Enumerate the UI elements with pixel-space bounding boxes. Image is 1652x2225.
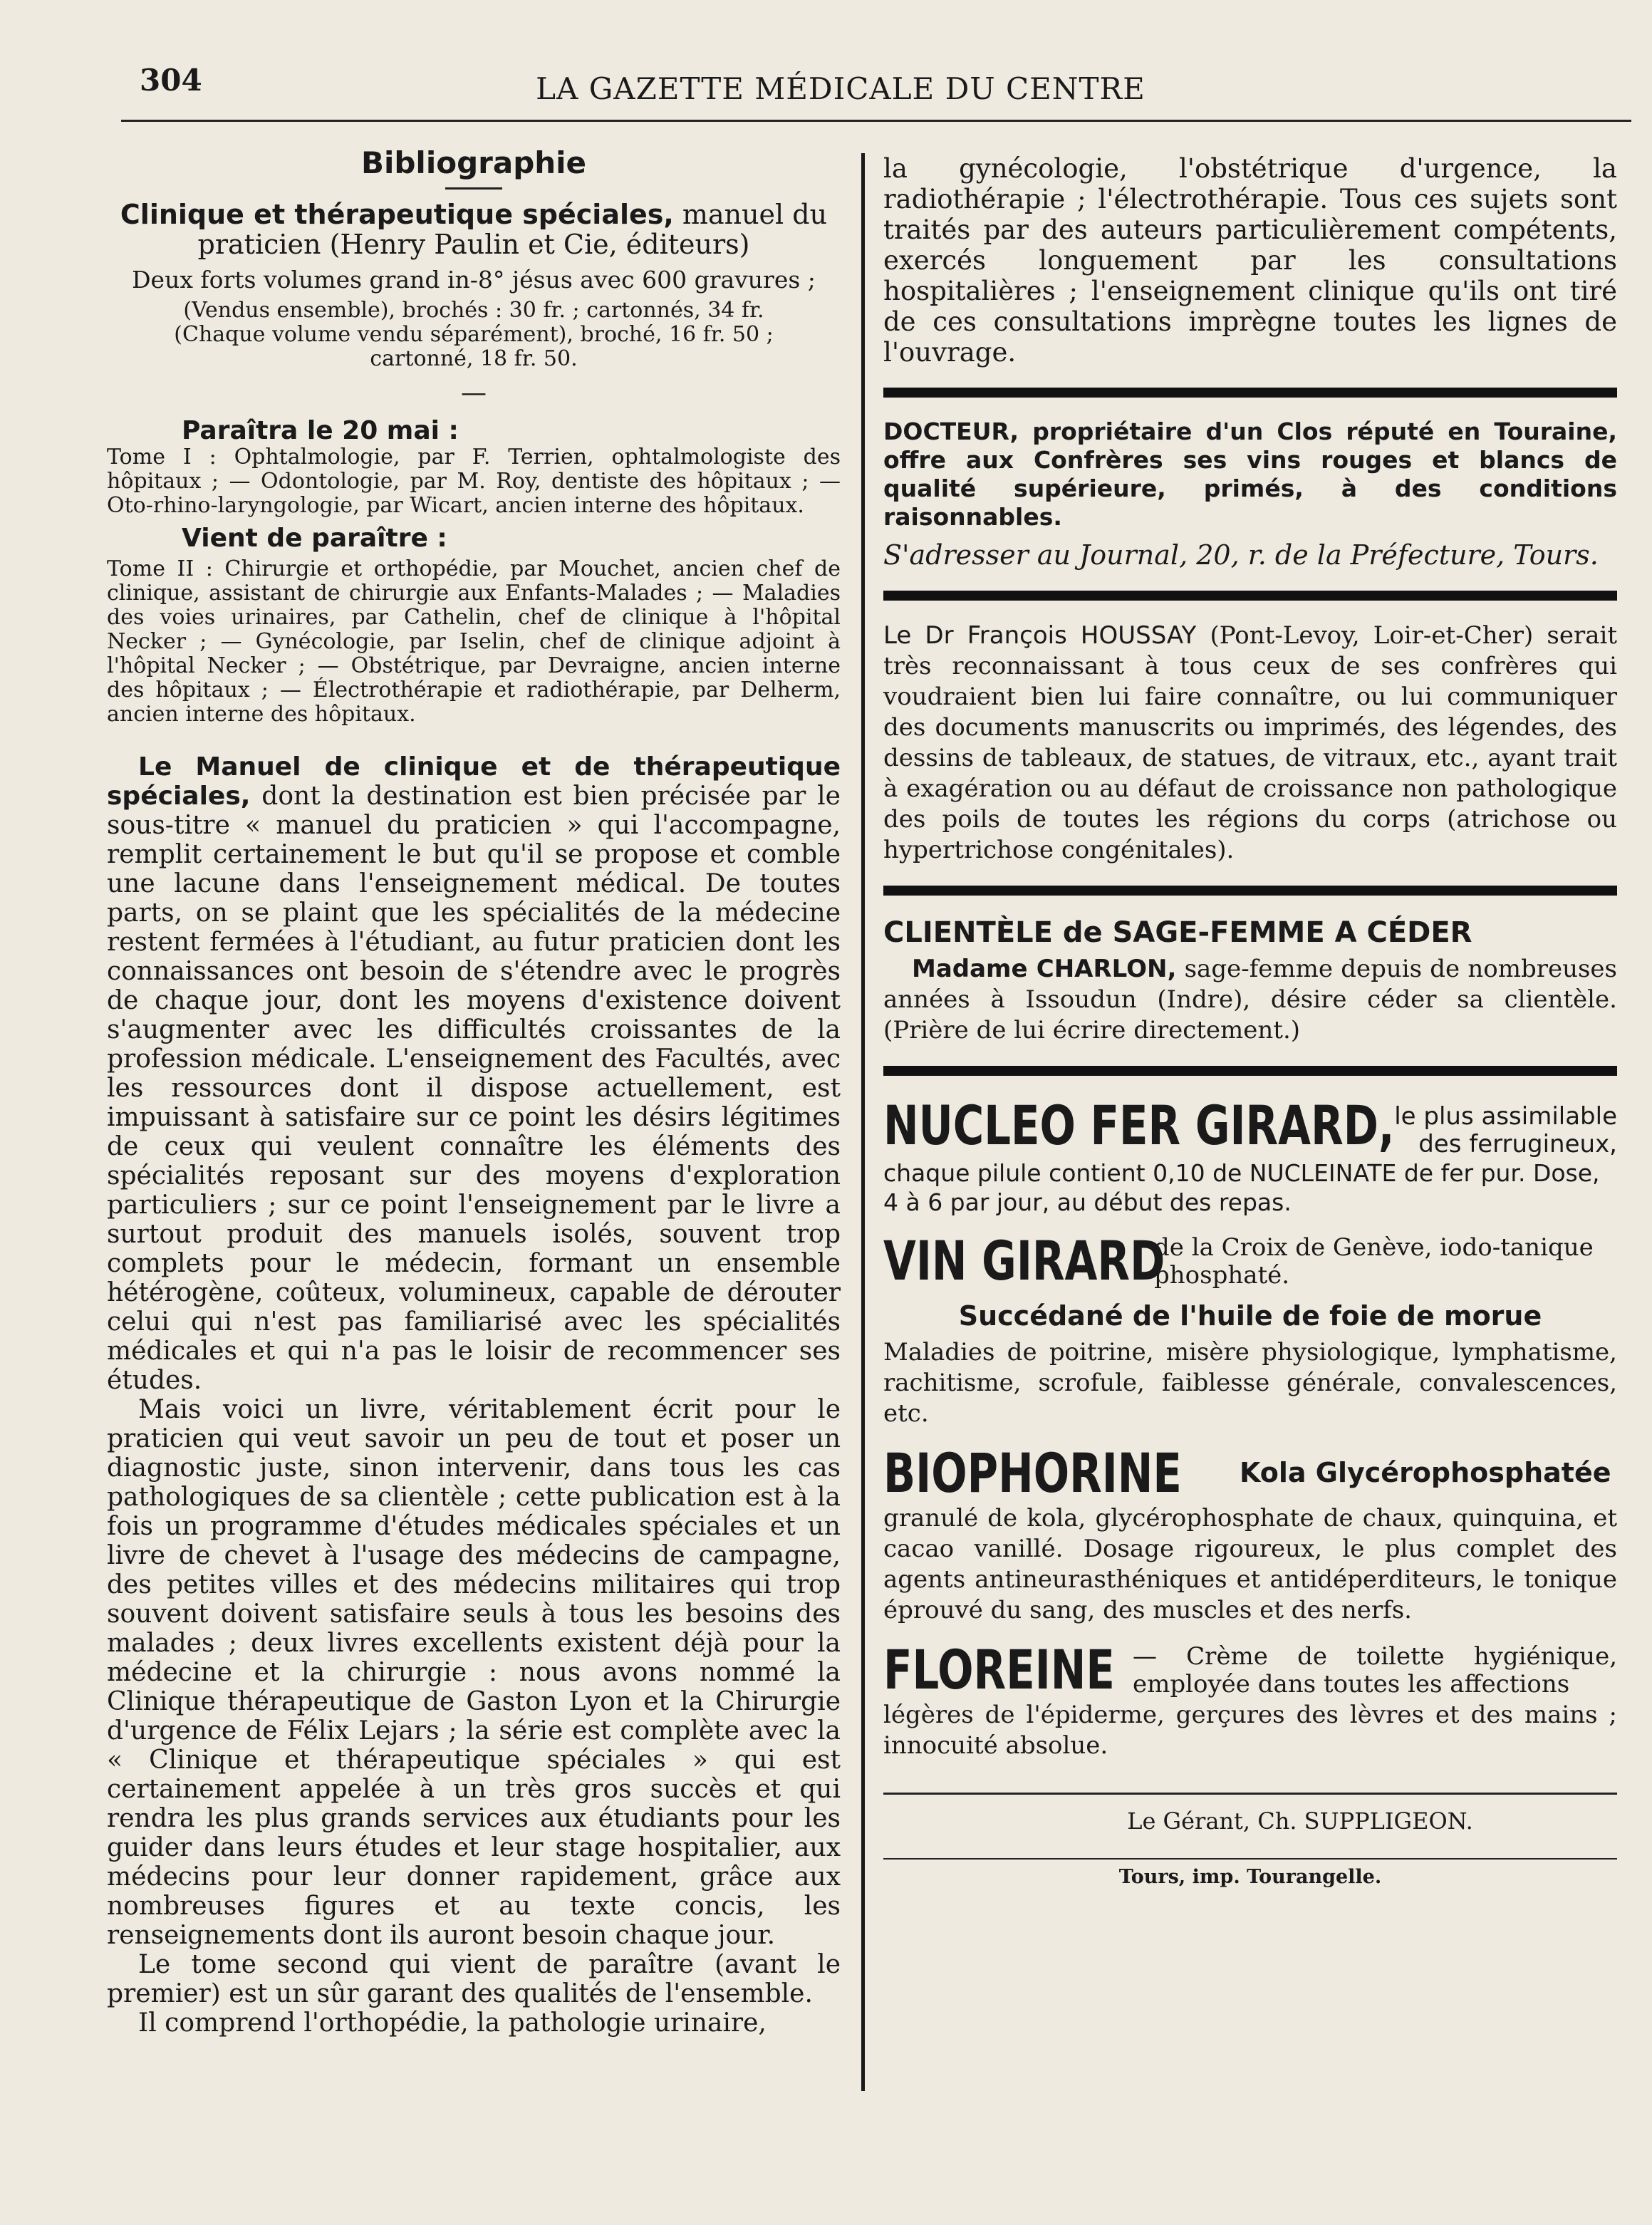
page-number: 304 <box>140 63 202 98</box>
review-continuation: la gynécologie, l'obstétrique d'urgence, la radiothérapie ; l'électrothérapie. Tous ces sujets sont traités par des auteurs particulièrement compétents, exercés longuement par les consultations hospitalières ; l'enseignement clinique qu'ils ont tiré de ces consultations imprègne toutes les lignes de l'ouvrage. <box>883 153 1617 368</box>
nucleo-side: le plus assimilable des ferrugineux, <box>1394 1102 1617 1158</box>
journal-title: LA GAZETTE MÉDICALE DU CENTRE <box>536 71 1146 106</box>
midwife-name: Madame CHARLON, <box>912 955 1177 983</box>
ad-rule-3 <box>883 886 1617 896</box>
separator-dash: — <box>461 378 487 408</box>
imprint: Tours, imp. Tourangelle. <box>1118 1866 1382 1888</box>
imprint-rule <box>883 1858 1617 1860</box>
left-column <box>107 146 841 2038</box>
midwife-ad-title: CLIENTÈLE de SAGE-FEMME A CÉDER <box>883 916 1472 949</box>
review-paragraph-2: Mais voici un livre, véritablement écrit pour le praticien qui veut savoir un peu de tout et poser un diagnostic juste, sinon intervenir, dans tous les cas pathologiques de sa clientèle ; cette publication est à la fois un programme d'études médicales spéciales et un livre de chevet à l'usage des médecins de campagne, des petites villes et des médecins militaires qui trop souvent doivent satisfaire seuls à tous les besoins des malades ; deux livres excellents existent déjà pour la médecine et la chirurgie : nous avons nommé la Clinique thérapeutique de Gaston Lyon et la Chirurgie d'urgence de Félix Lejars ; la série est complète avec la « Clinique et thérapeutique spéciales » qui est certainement appelée à un très gros succès et qui rendra les plus grands services aux étudiants pour les guider dans leurs études et leur stage hospitalier, aux médecins pour leur donner rapidement, grâce aux nombreuses figures et au texte concis, les renseignements dont ils auront besoin chaque jour. <box>107 1395 841 1950</box>
midwife-ad <box>883 954 1617 1046</box>
book-title: Clinique et thérapeutique spéciales, <box>120 199 674 230</box>
column-rule <box>861 153 865 2091</box>
review-paragraph-1-text: dont la destination est bien précisée par le sous-titre « manuel du praticien » qui l'accompagne, remplit certainement le but qu'il se propose et comble une lacune dans l'enseignement médical. De toutes parts, on se plaint que les spécialités de la médecine restent fermées à l'étudiant, au futur praticien dont les connaissances ont besoin de s'étendre avec le progrès de chaque jour, dont les moyens d'existence doivent s'augmenter avec les difficultés croissantes de la profession médicale. L'enseignement des Facultés, avec les ressources dont il dispose actuellement, est impuissant à satisfaire sur ce point les désirs légitimes de ceux qui veulent connaître les éléments des spécialités reposant sur des moyens d'exploration particuliers ; sur ce point l'enseignement par le livre a surtout produit des manuels isolés, souvent trop complets pour le médecin, formant un ensemble hétérogène, coûteux, volumineux, capable de dérouter celui qui n'est pas familiarisé avec les spécialités médicales et qui n'a pas le loisir de recommencer ses études. <box>107 782 841 1395</box>
manual-name: Le Manuel de clinique et de thérapeutique spéciales, <box>107 752 841 811</box>
price-line-2: (Chaque volume vendu séparément), broché, 16 fr. 50 ; <box>174 322 774 347</box>
review-paragraph-4: Il comprend l'orthopédie, la pathologie urinaire, <box>138 2008 767 2038</box>
wine-ad-address: S'adresser au Journal, 20, r. de la Préfecture, Tours. <box>883 539 1599 571</box>
header-rule <box>121 120 1631 122</box>
book-subtitle: manuel du praticien (Henry Paulin et Cie, éditeurs) <box>197 199 828 260</box>
tome-1: Tome I : Ophtalmologie, par F. Terrien, ophtalmologiste des hôpitaux ; — Odontologie, par M. Roy, dentiste des hôpitaux ; — Oto-rhino-laryngologie, par Wicart, ancien interne des hôpitaux. <box>107 445 841 518</box>
vin-side: de la Croix de Genève, iodo-tanique phosphaté. <box>1154 1233 1594 1290</box>
paraitra-heading: Paraîtra le 20 mai : <box>182 416 459 445</box>
vin-text: Maladies de poitrine, misère physiologique, lymphatisme, rachitisme, scrofule, faiblesse générale, convalescences, etc. <box>883 1338 1617 1428</box>
ad-rule-4 <box>883 1066 1617 1076</box>
bio-ad-head <box>883 1443 1617 1503</box>
wine-ad: DOCTEUR, propriétaire d'un Clos réputé en Touraine, offre aux Confrères ses vins rouges et blancs de qualité supérieure, primés, à des conditions raisonnables. <box>883 417 1617 531</box>
ad-rule-1 <box>883 388 1617 398</box>
tome-2: Tome II : Chirurgie et orthopédie, par Mouchet, ancien chef de clinique, assistant de chirurgie aux Enfants-Malades ; — Maladies des voies urinaires, par Cathelin, chef de clinique à l'hôpital Necker ; — Gynécologie, par Iselin, chef de clinique adjoint à l'hôpital Necker ; — Obstétrique, par Devraigne, ancien interne des hôpitaux ; — Électrothérapie et radiothérapie, par Delherm, ancien interne des hôpitaux. <box>107 556 841 727</box>
bio-text: granulé de kola, glycérophosphate de chaux, quinquina, et cacao vanillé. Dosage rigoureux, le plus complet des agents antineurasthéniques et antidéperditeurs, le tonique éprouvé du sang, des muscles et des nerfs. <box>883 1504 1617 1624</box>
price-line-3: cartonné, 18 fr. 50. <box>370 346 578 371</box>
flo-title: FLOREINE <box>883 1638 1115 1701</box>
houssay-name: Le Dr François HOUSSAY <box>883 621 1197 650</box>
vin-ad-head <box>883 1231 1617 1291</box>
section-title: Bibliographie <box>360 145 587 180</box>
nucleo-ad-head <box>883 1096 1617 1158</box>
footer-rule <box>883 1793 1617 1795</box>
ad-rule-2 <box>883 591 1617 601</box>
title-rule <box>445 187 502 190</box>
vin-subtitle: Succédané de l'huile de foie de morue <box>958 1300 1542 1332</box>
right-column <box>883 153 1617 1888</box>
houssay-ad-text: (Pont-Levoy, Loir-et-Cher) serait très reconnaissant à tous ceux de ses confrères qui voudraient bien lui faire connaître, ou lui communiquer des documents manuscrits ou imprimés, des légendes, des dessins de tableaux, de statues, de vitraux, etc., ayant trait à exagération ou au défaut de croissance non pathologique des poils de toutes les régions du corps (atrichose ou hypertrichose congénitales). <box>883 621 1618 864</box>
nucleo-title: NUCLEO FER GIRARD, <box>883 1094 1395 1157</box>
book-heading <box>107 199 841 259</box>
flo-side: — Crème de toilette hygiénique, employée dans toutes les affections <box>1133 1642 1617 1698</box>
volumes-line: Deux forts volumes grand in-8° jésus avec 600 gravures ; <box>132 266 816 294</box>
midwife-ad-text: sage-femme depuis de nombreuses années à Issoudun (Indre), désire céder sa clientèle. (Prière de lui écrire directement.) <box>883 955 1618 1044</box>
flo-ad-head <box>883 1640 1617 1700</box>
houssay-ad <box>883 621 1617 866</box>
vient-heading: Vient de paraître : <box>182 524 447 553</box>
review-paragraph-3: Le tome second qui vient de paraître (avant le premier) est un sûr garant des qualités de l'ensemble. <box>107 1950 841 2008</box>
review-paragraph-1 <box>107 752 841 1395</box>
gerant: Le Gérant, Ch. SUPPLIGEON. <box>1127 1808 1473 1835</box>
nucleo-text: chaque pilule contient 0,10 de NUCLEINATE de fer pur. Dose, 4 à 6 par jour, au début des repas. <box>883 1159 1600 1216</box>
bio-title: BIOPHORINE <box>883 1441 1182 1505</box>
flo-text: légères de l'épiderme, gerçures des lèvres et des mains ; innocuité absolue. <box>883 1701 1617 1760</box>
vin-title: VIN GIRARD <box>883 1229 1165 1292</box>
bio-side: Kola Glycérophosphatée <box>1240 1457 1611 1488</box>
price-line-1: (Vendus ensemble), brochés : 30 fr. ; cartonnés, 34 fr. <box>183 298 764 323</box>
